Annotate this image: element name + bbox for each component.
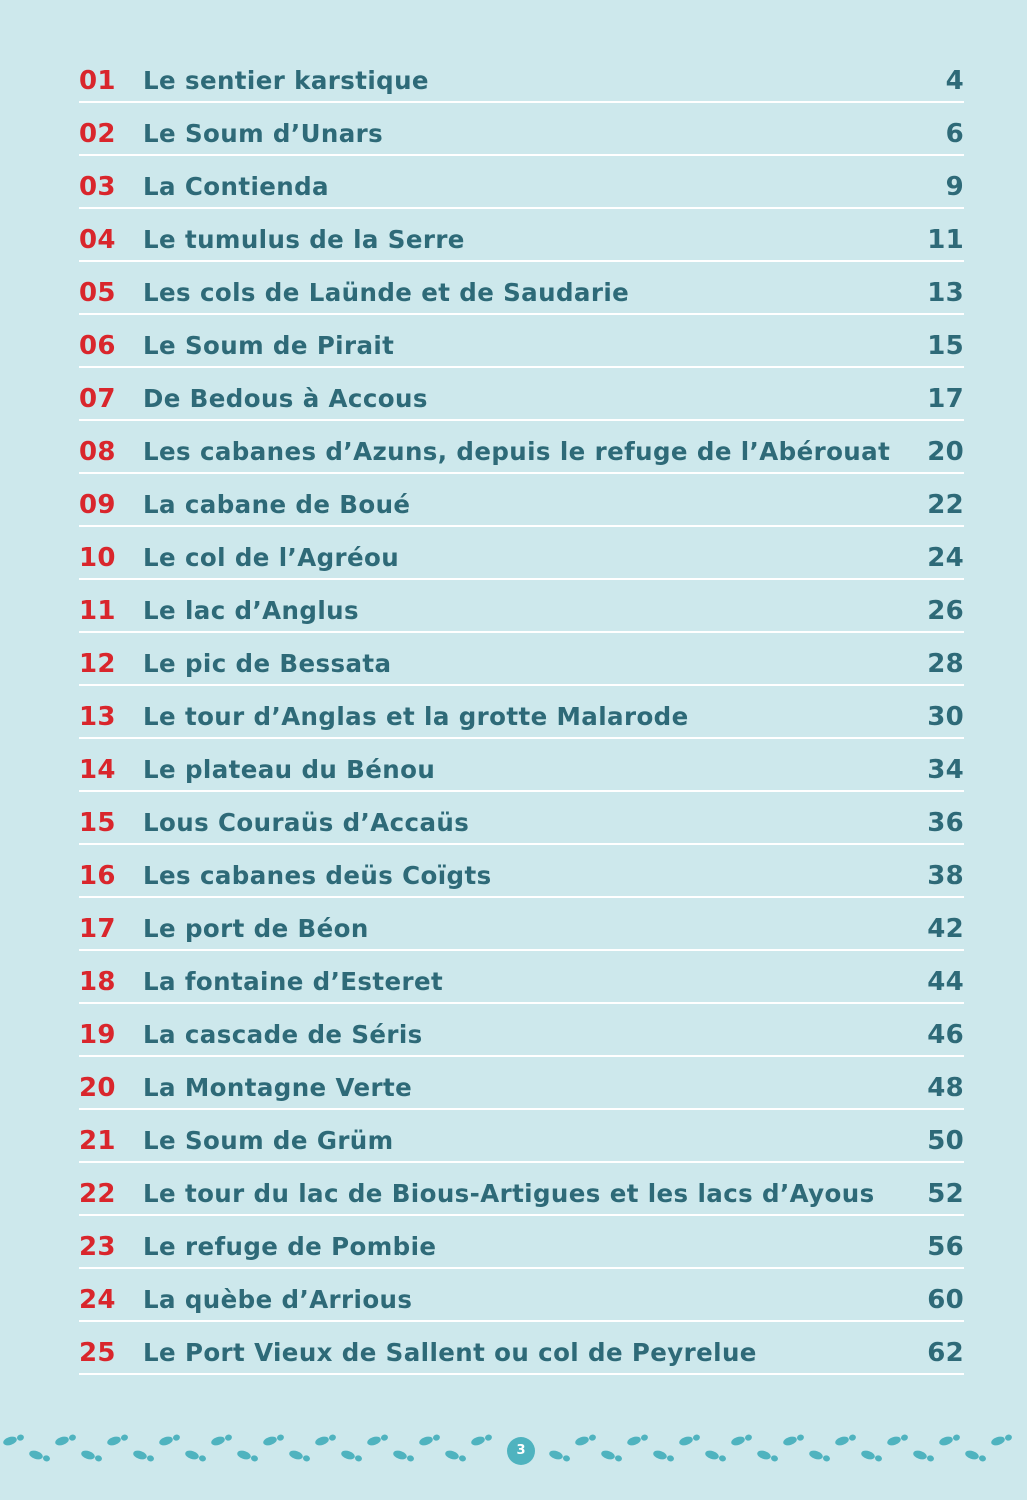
toc-entry-page: 28 [927,649,964,679]
toc-entry [79,368,964,421]
toc-entry-number: 19 [79,1020,116,1050]
toc-entry [79,1216,964,1269]
toc-entry-title: Le tour du lac de Bious-Artigues et les lacs d’Ayous [143,1179,875,1208]
toc-entry-page: 56 [927,1232,964,1262]
toc-entry [79,1110,964,1163]
toc-entry [79,103,964,156]
toc-entry [79,1163,964,1216]
toc-entry-number: 21 [79,1126,116,1156]
toc-entry-number: 24 [79,1285,116,1315]
toc-entry-page: 36 [927,808,964,838]
toc-entry-page: 30 [927,702,964,732]
toc-entry-number: 10 [79,543,116,573]
toc-entry [79,633,964,686]
table-of-contents [79,50,964,1375]
toc-entry-page: 17 [927,384,964,414]
toc-entry [79,156,964,209]
toc-entry-title: De Bedous à Accous [143,384,428,413]
toc-entry-page: 48 [927,1073,964,1103]
toc-entry-number: 20 [79,1073,116,1103]
toc-entry-number: 08 [79,437,116,467]
toc-entry-number: 25 [79,1338,116,1368]
toc-entry-page: 13 [927,278,964,308]
toc-entry-page: 26 [927,596,964,626]
toc-entry-number: 07 [79,384,116,414]
toc-entry-number: 04 [79,225,116,255]
toc-entry-page: 4 [945,66,964,96]
toc-entry [79,580,964,633]
toc-entry-page: 42 [927,914,964,944]
toc-entry-page: 44 [927,967,964,997]
toc-entry-title: Lous Couraüs d’Accaüs [143,808,470,837]
toc-entry-page: 6 [945,119,964,149]
toc-entry-number: 06 [79,331,116,361]
toc-entry-number: 11 [79,596,116,626]
toc-entry-number: 02 [79,119,116,149]
toc-entry-title: La fontaine d’Esteret [143,967,444,996]
toc-entry-title: Les cabanes deüs Coïgts [143,861,492,890]
toc-entry [79,474,964,527]
toc-entry-number: 05 [79,278,116,308]
toc-entry-number: 13 [79,702,116,732]
toc-entry [79,845,964,898]
toc-entry-number: 17 [79,914,116,944]
toc-entry [79,1057,964,1110]
toc-entry-page: 50 [927,1126,964,1156]
toc-entry [79,50,964,103]
toc-entry-number: 15 [79,808,116,838]
toc-entry-page: 46 [927,1020,964,1050]
page-footer [0,1424,1027,1474]
toc-entry-number: 01 [79,66,116,96]
toc-entry-page: 24 [927,543,964,573]
toc-entry-page: 62 [927,1338,964,1368]
toc-entry-title: La cascade de Séris [143,1020,423,1049]
toc-entry [79,315,964,368]
toc-entry-title: Le tumulus de la Serre [143,225,465,254]
toc-entry [79,421,964,474]
toc-entry-title: Le col de l’Agréou [143,543,400,572]
toc-entry-page: 11 [927,225,964,255]
toc-entry [79,951,964,1004]
toc-entry-title: Le port de Béon [143,914,369,943]
toc-entry-number: 14 [79,755,116,785]
toc-entry-number: 23 [79,1232,116,1262]
toc-entry [79,792,964,845]
toc-entry-title: La quèbe d’Arrious [143,1285,413,1314]
toc-entry-title: La cabane de Boué [143,490,411,519]
toc-entry [79,527,964,580]
toc-entry-number: 03 [79,172,116,202]
toc-entry-title: La Montagne Verte [143,1073,413,1102]
toc-entry [79,1269,964,1322]
toc-entry-page: 9 [945,172,964,202]
toc-entry-page: 52 [927,1179,964,1209]
toc-entry-page: 15 [927,331,964,361]
toc-entry [79,739,964,792]
toc-entry-number: 22 [79,1179,116,1209]
toc-entry-title: Le refuge de Pombie [143,1232,437,1261]
toc-entry-title: Le tour d’Anglas et la grotte Malarode [143,702,689,731]
toc-entry-title: Le sentier karstique [143,66,429,95]
toc-entry [79,262,964,315]
toc-entry [79,1004,964,1057]
toc-entry-title: Le Soum de Grüm [143,1126,394,1155]
toc-entry-page: 22 [927,490,964,520]
toc-entry-title: Le Soum d’Unars [143,119,384,148]
toc-entry-title: Le plateau du Bénou [143,755,436,784]
toc-entry-number: 18 [79,967,116,997]
toc-entry-title: Le Soum de Pirait [143,331,395,360]
toc-entry-title: La Contienda [143,172,329,201]
toc-entry [79,209,964,262]
toc-entry-number: 12 [79,649,116,679]
toc-entry-title: Les cabanes d’Azuns, depuis le refuge de l’Abérouat [143,437,891,466]
page-number-badge: 3 [507,1437,535,1465]
toc-entry-number: 16 [79,861,116,891]
toc-entry-page: 60 [927,1285,964,1315]
toc-entry [79,686,964,739]
toc-entry-page: 34 [927,755,964,785]
toc-entry [79,898,964,951]
toc-entry [79,1322,964,1375]
toc-entry-title: Le lac d’Anglus [143,596,359,625]
toc-entry-page: 20 [927,437,964,467]
toc-entry-title: Le pic de Bessata [143,649,392,678]
toc-entry-number: 09 [79,490,116,520]
toc-entry-page: 38 [927,861,964,891]
toc-entry-title: Le Port Vieux de Sallent ou col de Peyrelue [143,1338,757,1367]
toc-entry-title: Les cols de Laünde et de Saudarie [143,278,630,307]
